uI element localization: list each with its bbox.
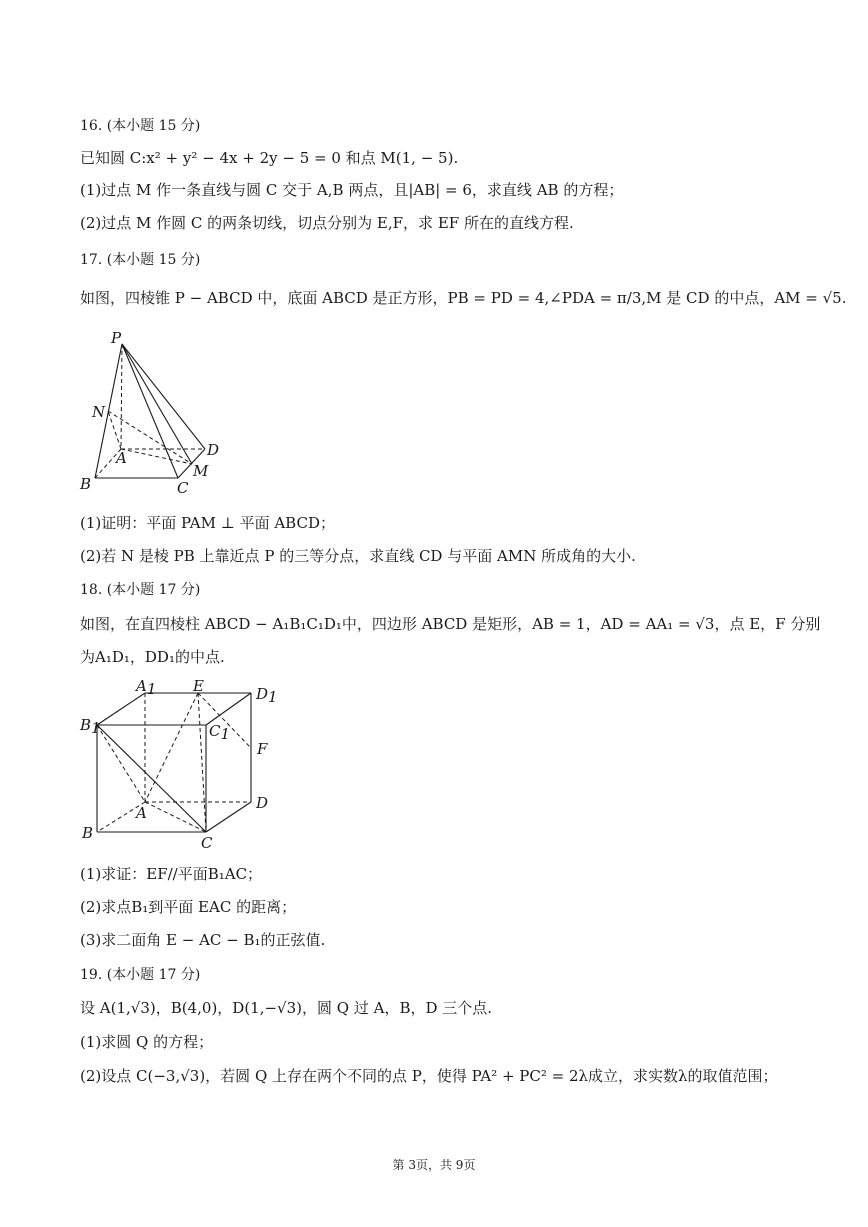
problem-16-question-1: (1)过点 M 作一条直线与圆 C 交于 A,B 两点，且|AB| = 6，求直线 AB 的方程；: [80, 181, 624, 199]
problem-18-question-2: (2)求点B₁到平面 EAC 的距离；: [80, 898, 297, 916]
label-d1: D1: [256, 685, 278, 706]
problem-17-header: 17. (本小题 15 分): [80, 252, 201, 268]
edge-a-c: [145, 802, 206, 832]
label-d: D: [207, 441, 220, 459]
label-d: D: [256, 794, 269, 812]
edge-c-d: [206, 802, 251, 832]
problem-16-stem: 已知圆 C:x² + y² − 4x + 2y − 5 = 0 和点 M(1, − 5).: [80, 149, 459, 167]
edge-pa: [121, 344, 122, 449]
pyramid-figure: [80, 328, 230, 498]
label-c1: C1: [209, 722, 231, 743]
problem-18-stem-line-1: 如图，在直四棱柱 ABCD − A₁B₁C₁D₁中，四边形 ABCD 是矩形，AB = 1，AD = AA₁ = √3，点 E，F 分别: [80, 615, 821, 633]
edge-b1-a: [97, 725, 145, 802]
label-a1: A1: [136, 677, 157, 698]
edge-b1-a1: [97, 693, 145, 725]
label-b1: B1: [80, 716, 101, 737]
problem-19-question-1: (1)求圆 Q 的方程；: [80, 1033, 214, 1051]
problem-16-question-2: (2)过点 M 作圆 C 的两条切线，切点分别为 E,F，求 EF 所在的直线方程.: [80, 214, 574, 232]
edge-e-c: [198, 693, 206, 832]
label-m: M: [193, 462, 209, 480]
problem-19-stem: 设 A(1,√3)，B(4,0)，D(1,−√3)，圆 Q 过 A，B，D 三个点.: [80, 999, 493, 1017]
edge-pd: [122, 344, 205, 449]
label-a: A: [116, 449, 127, 467]
prism-figure: [78, 672, 278, 852]
problem-18-header: 18. (本小题 17 分): [80, 582, 201, 598]
edge-pm: [122, 344, 192, 464]
label-b: B: [80, 475, 92, 493]
problem-18-stem-line-2: 为A₁D₁，DD₁的中点.: [80, 648, 225, 666]
problem-17-stem: 如图，四棱锥 P − ABCD 中，底面 ABCD 是正方形，PB = PD = 4,∠PDA = π/3,M 是 CD 的中点，AM = √5.: [80, 289, 847, 307]
problem-19-question-2: (2)设点 C(−3,√3)，若圆 Q 上存在两个不同的点 P，使得 PA² + PC² = 2λ成立，求实数λ的取值范围；: [80, 1067, 778, 1085]
page-footer: 第 3页，共 9页: [392, 1158, 476, 1172]
label-n: N: [92, 403, 106, 421]
label-p: P: [111, 329, 122, 347]
edge-am: [121, 449, 192, 464]
problem-19-header: 19. (本小题 17 分): [80, 967, 201, 983]
label-e: E: [193, 677, 204, 695]
edge-an: [108, 411, 121, 449]
problem-18-question-1: (1)求证：EF//平面B₁AC；: [80, 865, 263, 883]
edge-b1-c: [97, 725, 206, 832]
problem-17-question-2: (2)若 N 是棱 PB 上靠近点 P 的三等分点，求直线 CD 与平面 AMN 所成角的大小.: [80, 547, 636, 565]
label-c: C: [201, 834, 213, 852]
label-b: B: [82, 824, 94, 842]
problem-17-question-1: (1)证明：平面 PAM ⊥ 平面 ABCD；: [80, 514, 335, 532]
problem-16-header: 16. (本小题 15 分): [80, 118, 201, 134]
problem-18-question-3: (3)求二面角 E − AC − B₁的正弦值.: [80, 931, 326, 949]
label-f: F: [257, 740, 268, 758]
label-a: A: [136, 804, 147, 822]
edge-e-a: [145, 693, 198, 802]
label-c: C: [177, 479, 189, 497]
edge-pc: [122, 344, 178, 478]
